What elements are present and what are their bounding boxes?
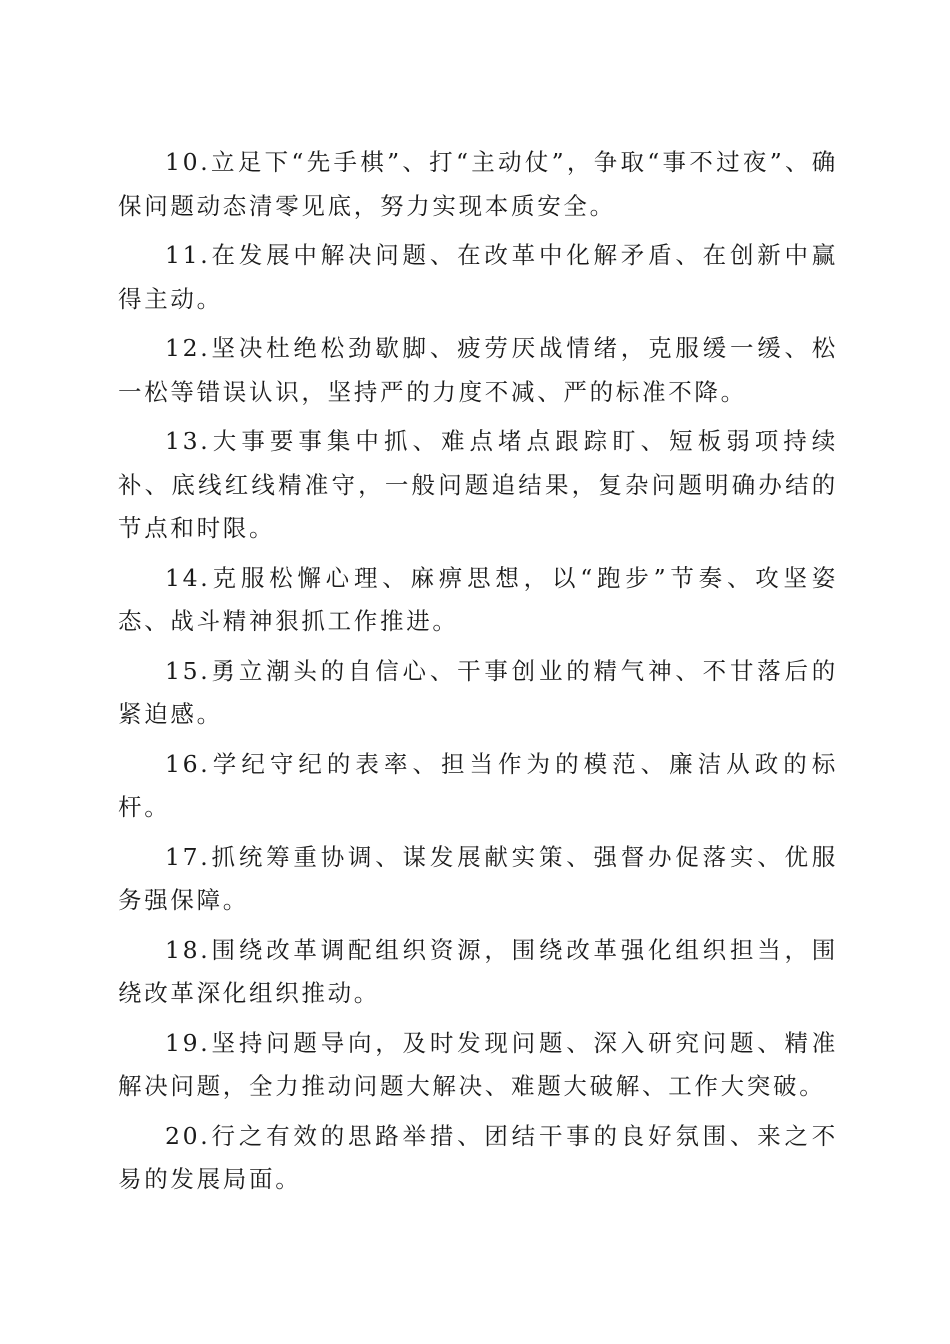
paragraph-19: 19.坚持问题导向，及时发现问题、深入研究问题、精准解决问题，全力推动问题大解决、难题大破解、工作大突破。 bbox=[118, 1028, 838, 1100]
document-body bbox=[118, 141, 838, 1208]
paragraph-17: 17.抓统筹重协调、谋发展献实策、强督办促落实、优服务强保障。 bbox=[118, 842, 838, 914]
paragraph-15: 15.勇立潮头的自信心、干事创业的精气神、不甘落后的紧迫感。 bbox=[118, 656, 838, 728]
paragraph-12: 12.坚决杜绝松劲歇脚、疲劳厌战情绪，克服缓一缓、松一松等错误认识，坚持严的力度不减、严的标准不降。 bbox=[118, 334, 838, 406]
paragraph-10: 10.立足下“先手棋”、打“主动仗”，争取“事不过夜”、确保问题动态清零见底，努力实现本质安全。 bbox=[118, 148, 838, 220]
paragraph-18: 18.围绕改革调配组织资源，围绕改革强化组织担当，围绕改革深化组织推动。 bbox=[118, 935, 838, 1007]
paragraph-20: 20.行之有效的思路举措、团结干事的良好氛围、来之不易的发展局面。 bbox=[118, 1121, 838, 1193]
paragraph-11: 11.在发展中解决问题、在改革中化解矛盾、在创新中赢得主动。 bbox=[118, 241, 838, 313]
paragraph-14: 14.克服松懈心理、麻痹思想，以“跑步”节奏、攻坚姿态、战斗精神狠抓工作推进。 bbox=[118, 563, 838, 635]
paragraph-13: 13.大事要事集中抓、难点堵点跟踪盯、短板弱项持续补、底线红线精准守，一般问题追结果，复杂问题明确办结的节点和时限。 bbox=[118, 427, 838, 542]
paragraph-16: 16.学纪守纪的表率、担当作为的模范、廉洁从政的标杆。 bbox=[118, 749, 838, 821]
